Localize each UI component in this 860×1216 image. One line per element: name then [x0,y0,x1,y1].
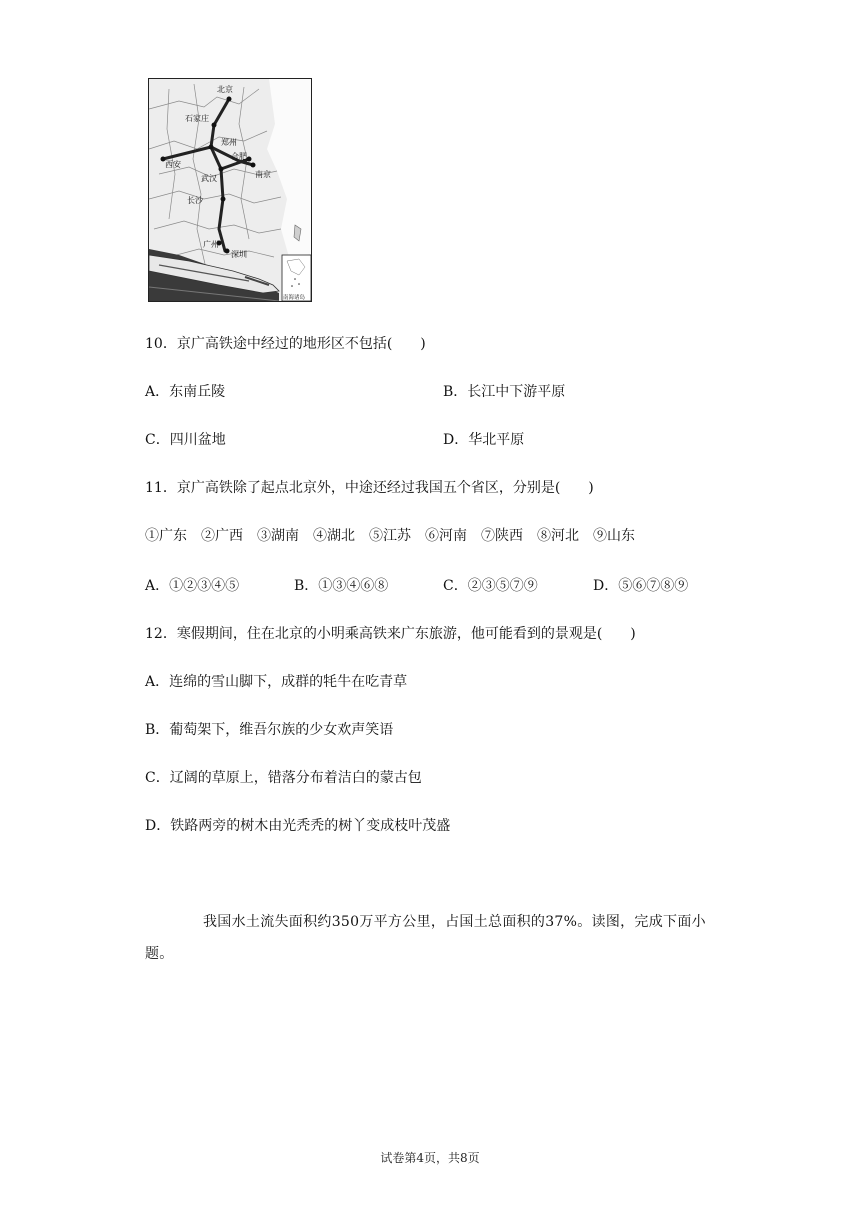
reading-passage: 我国水土流失面积约350万平方公里，占国土总面积的37%。读图，完成下面小题。 [145,914,706,962]
city-label-shenzhen: 深圳 [231,250,247,259]
railway-map [148,78,312,302]
inset-label: 南海诸岛 [283,295,306,301]
railway-map-graphic [149,79,311,301]
city-label-guangzhou: 广州 [203,240,219,249]
city-label-changsha: 长沙 [187,196,203,205]
q12-option-a[interactable]: A．连绵的雪山脚下，成群的牦牛在吃青草 [145,674,408,690]
city-label-beijing: 北京 [217,85,233,94]
city-label-zhengzhou: 郑州 [221,138,237,147]
city-label-shijiazhuang: 石家庄 [185,114,209,123]
q12-option-c[interactable]: C．辽阔的草原上，错落分布着洁白的蒙古包 [145,770,422,786]
city-label-nanjing: 南京 [255,170,271,179]
q10-option-b[interactable]: B．长江中下游平原 [443,384,566,400]
city-label-wuhan: 武汉 [201,174,217,183]
q11-option-c[interactable]: C．②③⑤⑦⑨ [443,578,538,594]
q12-option-d[interactable]: D．铁路两旁的树木由光秃秃的树丫变成枝叶茂盛 [145,818,451,834]
q10-option-c[interactable]: C．四川盆地 [145,432,226,448]
q12-option-b[interactable]: B．葡萄架下，维吾尔族的少女欢声笑语 [145,722,394,738]
page-footer: 试卷第4页，共8页 [380,1151,480,1165]
q11-option-d[interactable]: D．⑤⑥⑦⑧⑨ [593,578,689,594]
q11-option-a[interactable]: A．①②③④⑤ [145,578,240,594]
city-label-hefei: 合肥 [231,152,247,161]
q10-option-a[interactable]: A．东南丘陵 [145,384,226,400]
question-11-items: ①广东 ②广西 ③湖南 ④湖北 ⑤江苏 ⑥河南 ⑦陕西 ⑧河北 ⑨山东 [145,528,635,544]
q10-option-d[interactable]: D．华北平原 [443,432,525,448]
city-label-xian: 西安 [165,160,181,169]
south-china-sea-inset [282,255,311,301]
question-12-stem: 12．寒假期间，住在北京的小明乘高铁来广东旅游，他可能看到的景观是( ) [145,626,636,642]
question-11-stem: 11．京广高铁除了起点北京外，中途还经过我国五个省区，分别是( ) [145,480,594,496]
question-10-stem: 10．京广高铁途中经过的地形区不包括( ) [145,336,426,352]
q11-option-b[interactable]: B．①③④⑥⑧ [294,578,389,594]
